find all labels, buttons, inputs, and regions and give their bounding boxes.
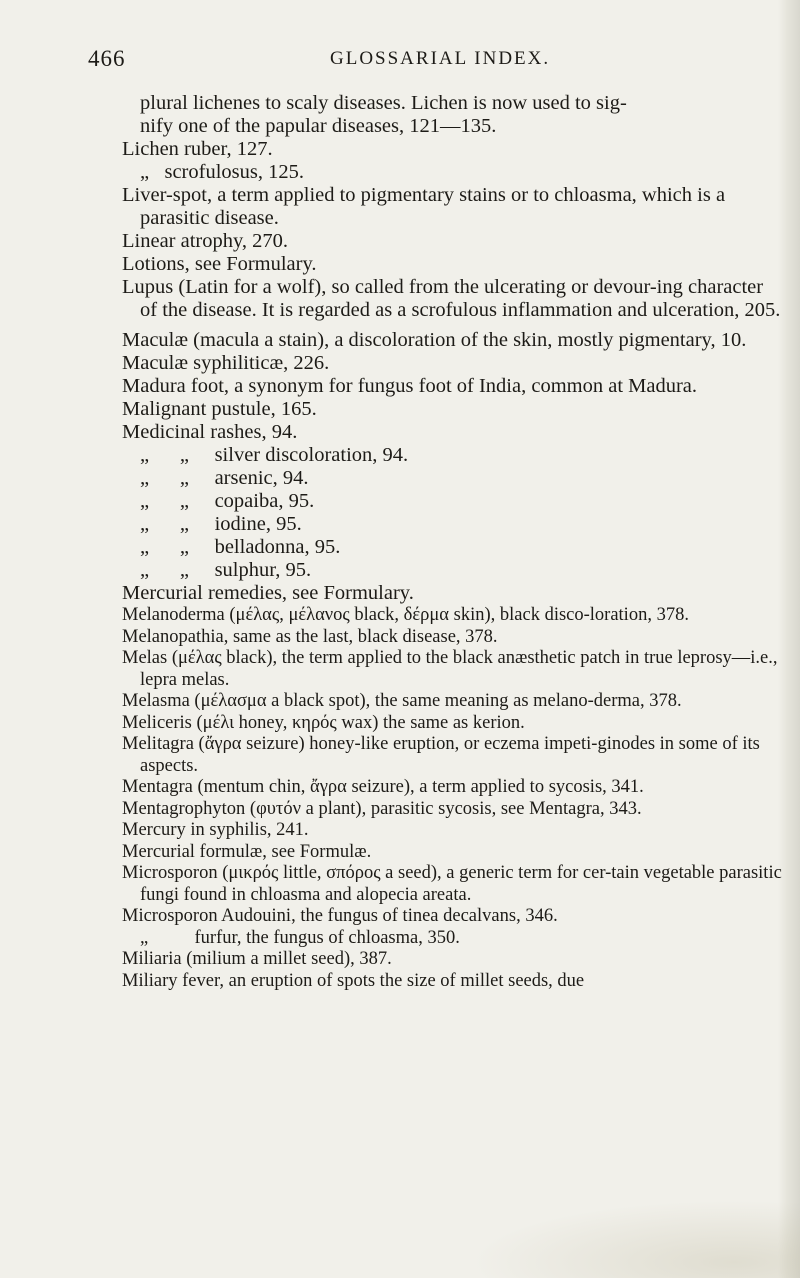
index-entry: Linear atrophy, 270. <box>122 230 289 252</box>
index-entry: Lupus (Latin for a wolf), so called from the ulcerating or devour-ing character of the disease. It is regarded as a scrofulous inflammation and ulceration, 205. <box>122 276 781 321</box>
index-entry: Liver-spot, a term applied to pigmentary stains or to chloasma, which is a parasitic disease. <box>122 184 726 229</box>
index-entries <box>122 92 782 992</box>
index-entry: Mentagrophyton (φυτόν a plant), parasitic sycosis, see Mentagra, 343. <box>122 798 642 819</box>
index-entry: Mentagra (mentum chin, ἄγρα seizure), a term applied to sycosis, 341. <box>122 777 644 797</box>
index-entry: „ „ silver discoloration, 94. <box>140 444 409 466</box>
index-entry: „ furfur, the fungus of chloasma, 350. <box>140 927 460 948</box>
index-entry: Maculæ syphiliticæ, 226. <box>122 352 330 374</box>
index-entry: Miliary fever, an eruption of spots the size of millet seeds, due <box>122 970 585 991</box>
index-entry: Melas (μέλας black), the term applied to the black anæsthetic patch in true leprosy—i.e., lepra melas. <box>122 648 778 690</box>
page-number: 466 <box>88 46 126 71</box>
index-entry: Mercury in syphilis, 241. <box>122 820 309 840</box>
paper-stain <box>470 1200 800 1278</box>
index-entry: „ „ arsenic, 94. <box>140 467 309 489</box>
index-entry: nify one of the papular diseases, 121—135. <box>140 115 497 137</box>
index-entry: „ „ copaiba, 95. <box>140 490 315 512</box>
index-entry: Mercurial remedies, see Formulary. <box>122 582 414 604</box>
index-entry: „ „ belladonna, 95. <box>140 536 341 558</box>
index-entry: Lichen ruber, 127. <box>122 138 273 160</box>
page-header <box>0 40 800 80</box>
index-entry: Melanopathia, same as the last, black disease, 378. <box>122 626 498 647</box>
index-entry: „ scrofulosus, 125. <box>140 161 304 183</box>
index-entry: Microsporon Audouini, the fungus of tinea decalvans, 346. <box>122 906 558 926</box>
running-head: GLOSSARIAL INDEX. <box>330 48 551 69</box>
index-entry: Lotions, see Formulary. <box>122 253 317 275</box>
index-entry: Mercurial formulæ, see Formulæ. <box>122 841 372 862</box>
index-entry: Melitagra (ἄγρα seizure) honey-like eruption, or eczema impeti-ginodes in some of its aspects. <box>122 734 760 776</box>
index-entry: plural lichenes to scaly diseases. Lichen is now used to sig- <box>140 92 627 114</box>
index-entry: Maculæ (macula a stain), a discoloration of the skin, mostly pigmentary, 10. <box>122 329 747 351</box>
index-entry: Madura foot, a synonym for fungus foot of India, common at Madura. <box>122 375 698 397</box>
index-entry: Medicinal rashes, 94. <box>122 421 298 443</box>
index-entry: Melasma (μέλασμα a black spot), the same meaning as melano-derma, 378. <box>122 691 682 711</box>
index-entry: Miliaria (milium a millet seed), 387. <box>122 949 392 969</box>
index-entry: Microsporon (μικρός little, σπόρος a seed), a generic term for cer-tain vegetable parasitic fungi found in chloasma and alopecia areata. <box>122 863 782 905</box>
index-entry: Malignant pustule, 165. <box>122 398 317 420</box>
index-entry: „ „ sulphur, 95. <box>140 559 312 581</box>
index-entry: Meliceris (μέλι honey, κηρός wax) the same as kerion. <box>122 712 525 733</box>
index-entry: Melanoderma (μέλας, μέλανος black, δέρμα skin), black disco-loration, 378. <box>122 605 689 625</box>
index-entry: „ „ iodine, 95. <box>140 513 302 535</box>
